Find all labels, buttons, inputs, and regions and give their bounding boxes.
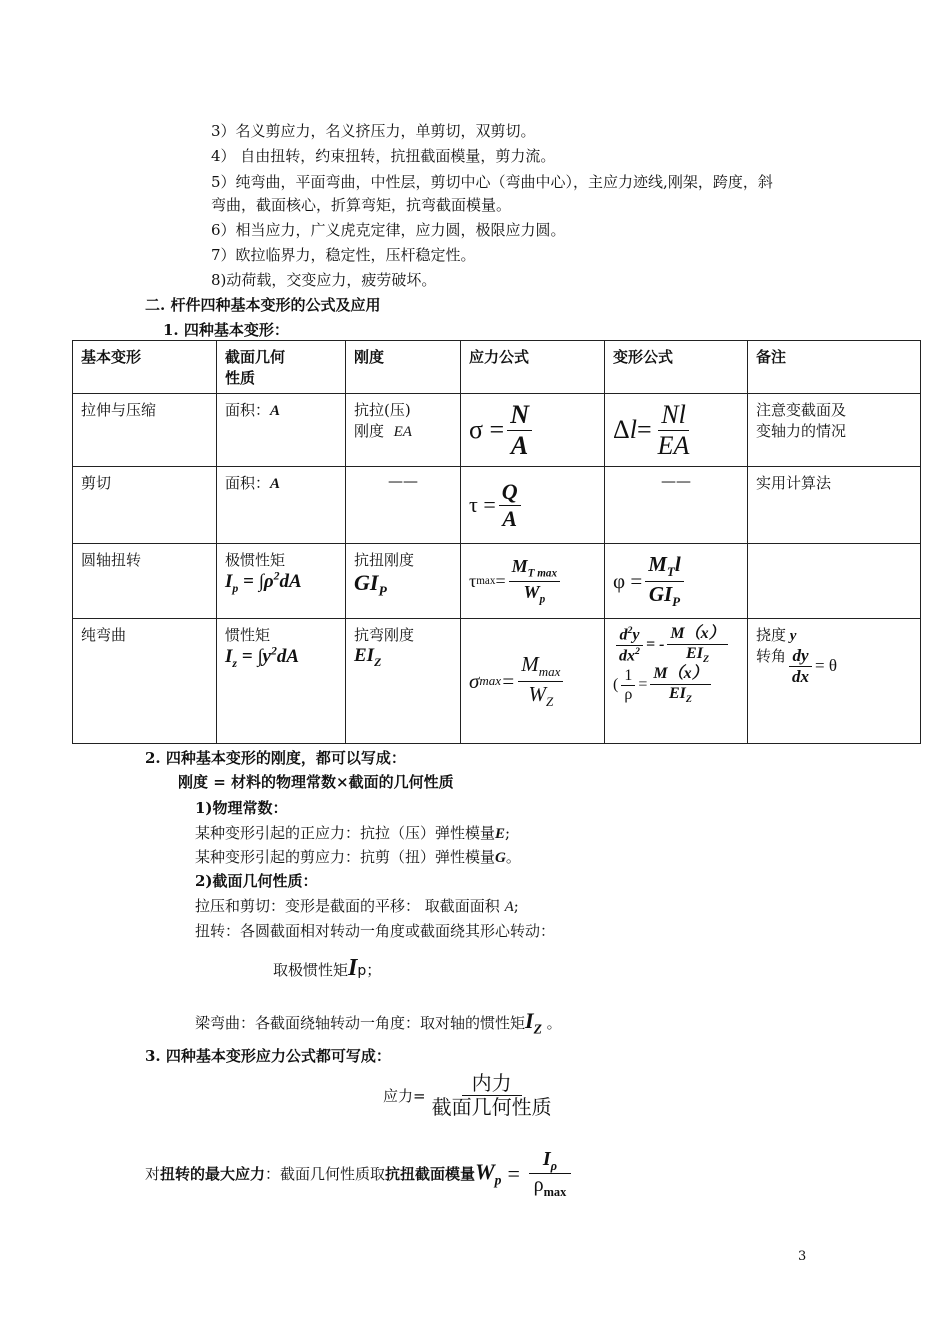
stress-formula-torsion: τ max = $\frac{M_{T max}}{W_p}$ [461, 544, 605, 619]
deformation-table [72, 340, 921, 744]
row-name: 纯弯曲 [73, 619, 217, 744]
header-notes: 备注 [748, 341, 921, 394]
header-stress-formula: 应力公式 [461, 341, 605, 394]
row-geometry: 极惯性矩 $I_p = \int\rho^2dA$ [217, 544, 346, 619]
stress-formula-tension: σ = $\frac{N}{A}$ [461, 394, 605, 467]
row-notes: 实用计算法 [748, 467, 921, 544]
subsection-1-title: 1. 四种基本变形： [163, 321, 289, 339]
physical-line-shear: 某种变形引起的剪应力：抗剪（扭）弹性模量G。 [195, 848, 521, 866]
concept-line-7: 7）欧拉临界力，稳定性，压杆稳定性。 [211, 246, 476, 264]
subsection-2-title: 2. 四种基本变形的刚度，都可以写成： [145, 749, 406, 767]
stress-formula-shear: τ = $\frac{Q}{A}$ [461, 467, 605, 544]
geometry-line-polar: 取极惯性矩Ip； [273, 955, 382, 981]
geometry-title: 2)截面几何性质： [195, 872, 318, 890]
section-2-title: 二. 杆件四种基本变形的公式及应用 [145, 296, 381, 314]
stress-formula-bending: σ max = $\frac{M_{max}}{W_Z}$ [461, 619, 605, 744]
geometry-line-tension: 拉压和剪切：变形是截面的平移： 取截面面积 A; [195, 897, 519, 915]
deform-formula-shear: —— [605, 467, 748, 544]
stress-general-formula: 应力= $\frac{\text{内力}}{\text{截面几何性质}}$ [383, 1072, 558, 1119]
physical-line-normal: 某种变形引起的正应力：抗拉（压）弹性模量E; [195, 824, 511, 842]
geometry-line-torsion: 扭转：各圆截面相对转动一角度或截面绕其形心转动： [195, 922, 556, 940]
torsion-max-line: 对 扭转的最大应力 ：截面几何性质取 抗扭截面模量 $W_p$ = $\frac{I_\rho}{\rho_{max}}$ [145, 1148, 574, 1200]
concept-line-4: 4） 自由扭转，约束扭转，抗扭截面模量，剪力流。 [211, 147, 556, 165]
row-name: 拉伸与压缩 [73, 394, 217, 467]
concept-line-6: 6）相当应力，广义虎克定律，应力圆，极限应力圆。 [211, 221, 566, 239]
deform-formula-bending: $\frac{d^2y}{dx^2}$ = - $\frac{M(x)}{EI_Z}$ ( $\frac{1}{\rho}$ = $\frac{M(x)}{EI_Z}$ [605, 619, 748, 744]
row-notes: 挠度 y 转角 $\frac{dy}{dx}$ = θ [748, 619, 921, 744]
table-row [73, 544, 921, 619]
row-notes [748, 544, 921, 619]
concept-line-8: 8)动荷载，交变应力，疲劳破坏。 [211, 271, 437, 289]
row-stiffness: 抗拉(压) 刚度 EA [346, 394, 461, 467]
row-notes: 注意变截面及 变轴力的情况 [748, 394, 921, 467]
deform-formula-torsion: φ = $\frac{M_Tl}{GI_P}$ [605, 544, 748, 619]
header-deform-formula: 变形公式 [605, 341, 748, 394]
subsection-3-title: 3. 四种基本变形应力公式都可写成： [145, 1047, 391, 1065]
concept-line-3: 3）名义剪应力，名义挤压力，单剪切，双剪切。 [211, 122, 536, 140]
row-geometry: 面积：A [217, 394, 346, 467]
geometry-line-bending: 梁弯曲：各截面绕轴转动一角度：取对轴的惯性矩$I_Z$ 。 [195, 1008, 562, 1037]
page-number: 3 [798, 1249, 807, 1264]
formula-numerator: 内力 [462, 1072, 522, 1096]
row-stiffness: —— [346, 467, 461, 544]
row-geometry: 面积：A [217, 467, 346, 544]
stiffness-formula: 刚度 = 材料的物理常数×截面的几何性质 [178, 773, 454, 791]
row-stiffness: 抗弯刚度 $EI_Z$ [346, 619, 461, 744]
table-row [73, 394, 921, 467]
row-stiffness: 抗扭刚度 $GI_P$ [346, 544, 461, 619]
header-geometry: 截面几何 性质 [217, 341, 346, 394]
deform-formula-tension: Δ l = $\frac{Nl}{EA}$ [605, 394, 748, 467]
concept-line-5a: 5）纯弯曲，平面弯曲，中性层，剪切中心（弯曲中心），主应力迹线,刚架，跨度，斜 [211, 173, 773, 191]
header-deformation: 基本变形 [73, 341, 217, 394]
table-row [73, 467, 921, 544]
row-geometry: 惯性矩 $I_z = \int y^2dA$ [217, 619, 346, 744]
table-row [73, 619, 921, 744]
header-stiffness: 刚度 [346, 341, 461, 394]
physical-constants-title: 1)物理常数： [195, 799, 288, 817]
concept-line-5b: 弯曲，截面核心，折算弯矩，抗弯截面模量。 [211, 196, 512, 214]
formula-denominator: 截面几何性质 [431, 1095, 552, 1119]
row-name: 圆轴扭转 [73, 544, 217, 619]
row-name: 剪切 [73, 467, 217, 544]
